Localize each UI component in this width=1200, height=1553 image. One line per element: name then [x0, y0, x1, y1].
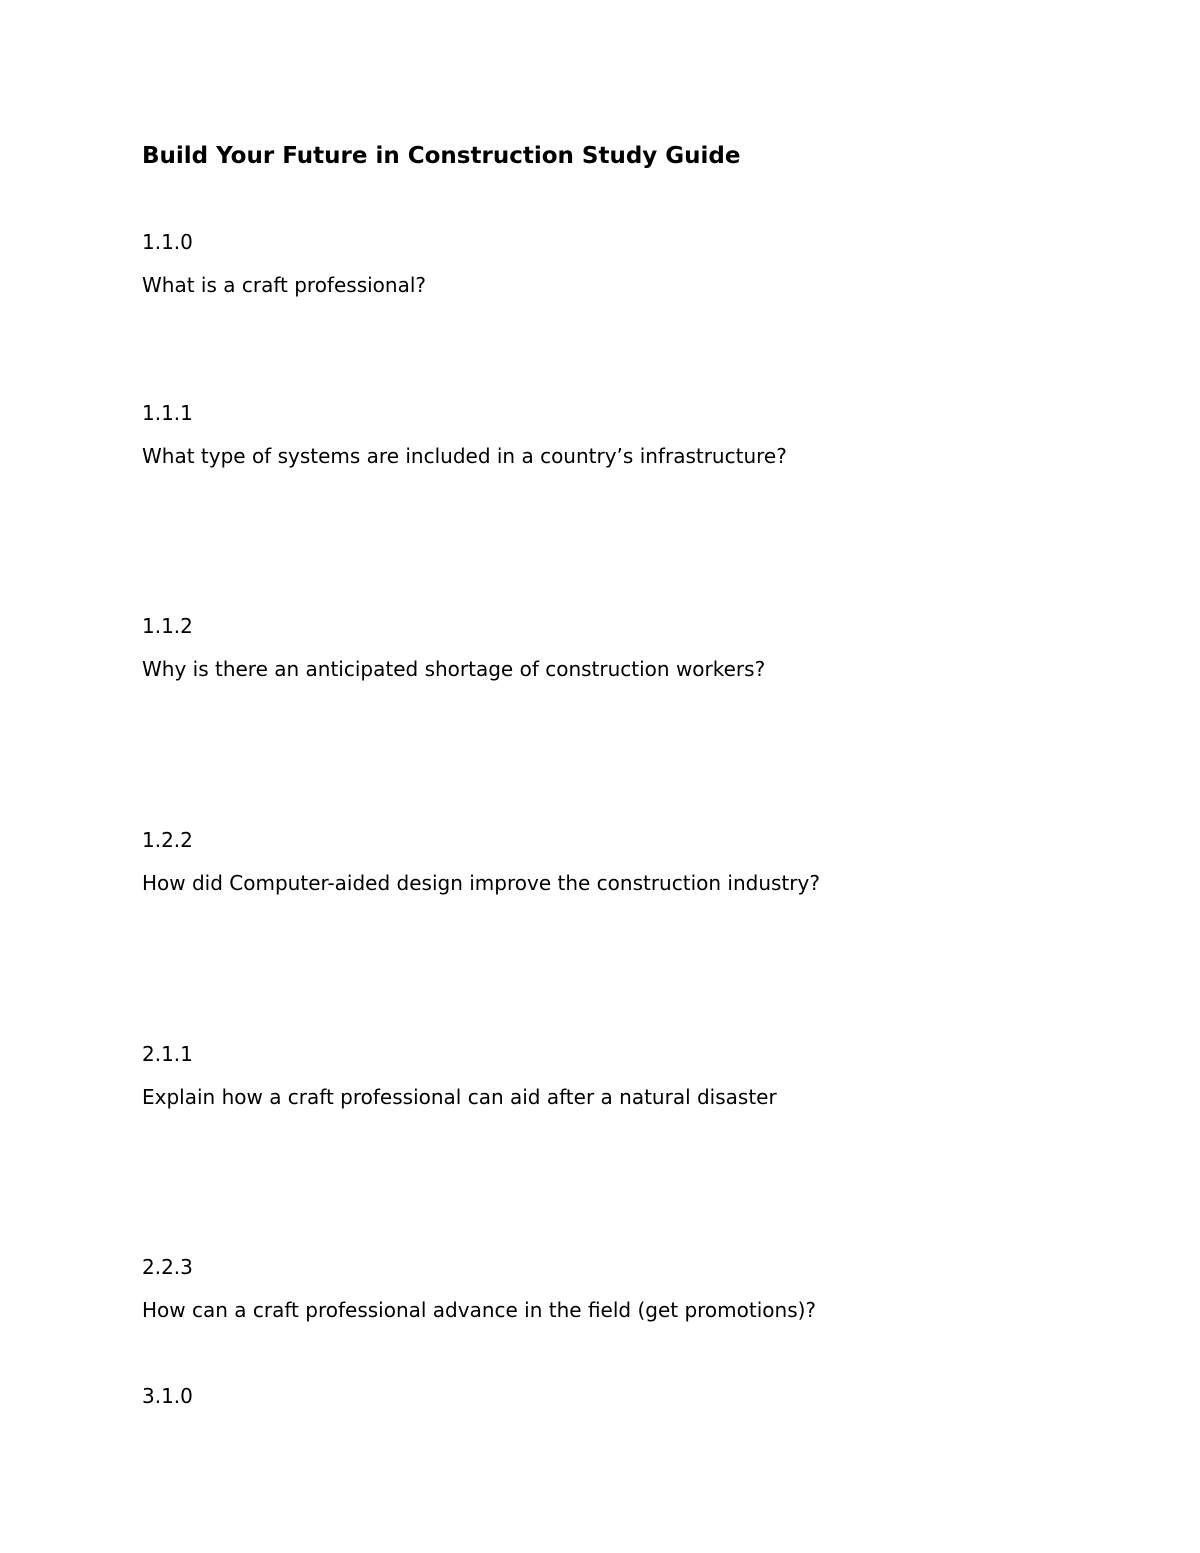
item-number: 2.1.1	[142, 1042, 193, 1066]
item-number: 2.2.3	[142, 1255, 193, 1279]
item-question: What is a craft professional?	[142, 273, 427, 297]
item-question: Explain how a craft professional can aid after a natural disaster	[142, 1085, 777, 1109]
item-question: How can a craft professional advance in the field (get promotions)?	[142, 1298, 817, 1322]
item-number: 1.1.1	[142, 401, 193, 425]
document-title: Build Your Future in Construction Study Guide	[142, 143, 741, 169]
item-number: 1.1.0	[142, 230, 193, 254]
item-question: What type of systems are included in a country’s infrastructure?	[142, 444, 787, 468]
item-number: 1.2.2	[142, 828, 193, 852]
item-question: How did Computer-aided design improve the construction industry?	[142, 871, 820, 895]
item-number: 3.1.0	[142, 1384, 193, 1408]
item-question: Why is there an anticipated shortage of construction workers?	[142, 657, 766, 681]
item-number: 1.1.2	[142, 614, 193, 638]
